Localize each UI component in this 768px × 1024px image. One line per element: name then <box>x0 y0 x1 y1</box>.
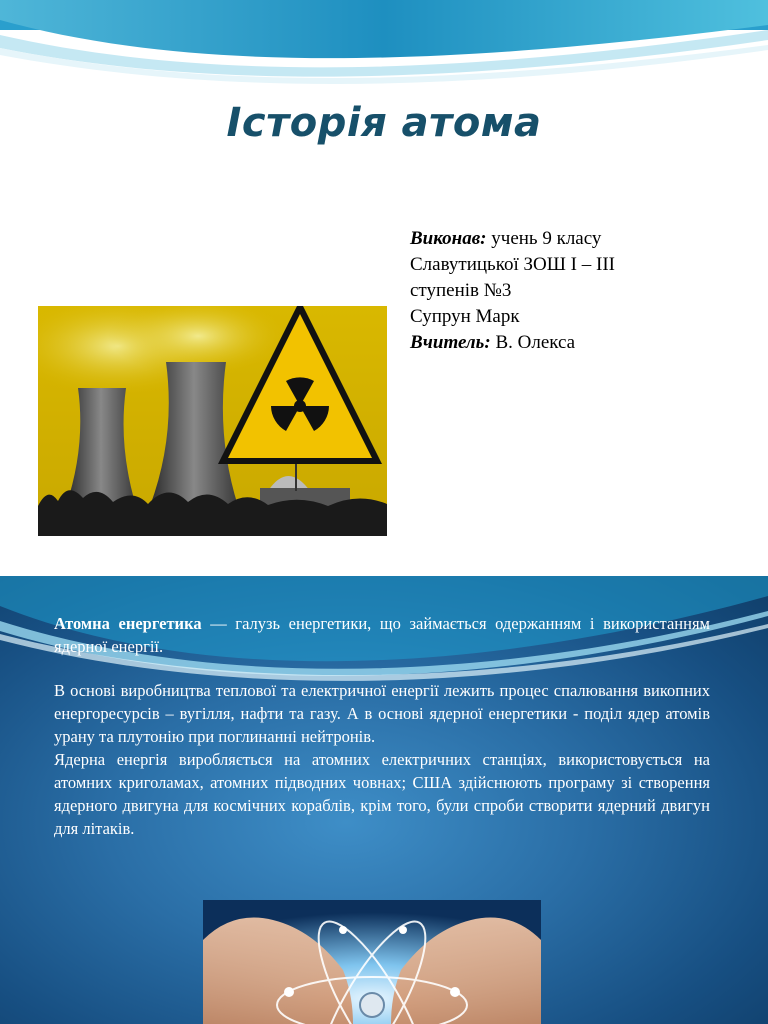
done-by-value: учень 9 класу <box>486 228 602 249</box>
author-line-2: Славутицької ЗОШ І – ІІІ <box>410 254 615 275</box>
author-line-5 <box>410 330 760 356</box>
term-definition: — галузь енергетики, що займається одержанням і використанням ядерної енергії. <box>54 614 710 656</box>
author-line-1 <box>410 226 760 252</box>
hands-atom-image <box>203 900 541 1024</box>
nuclear-plant-photo <box>38 306 387 536</box>
definition-paragraph <box>54 612 710 658</box>
paragraph-2: Ядерна енергія виробляється на атомних електричних станціях, використовується на атомних криголамах, атомних підводних човнах; США здійснюють програму зі створення ядерного двигуна для космічних кораблів, крім того, були спроби створити ядерний двигун для літаків. <box>54 750 710 838</box>
body-text <box>54 612 710 840</box>
author-block <box>410 226 760 356</box>
page-title: Історія атома <box>226 100 542 146</box>
term-atomic-energy: Атомна енергетика <box>54 614 202 633</box>
teacher-value: В. Олекса <box>490 332 576 353</box>
wave-decoration <box>0 0 768 90</box>
done-by-label: Виконав: <box>410 228 487 249</box>
author-line-4: Супрун Марк <box>410 306 520 327</box>
paragraph-1: В основі виробництва теплової та електричної енергії лежить процес спалювання викопних енергоресурсів – вугілля, нафти та газу. А в основі ядерної енергетики - поділ ядер атомів урану та плутонію при поглинанні нейтронів. <box>54 681 710 746</box>
author-line-3: ступенів №3 <box>410 280 512 301</box>
teacher-label: Вчитель: <box>410 332 491 353</box>
slide-atomic-energy <box>0 576 768 1024</box>
hands-atom-icon <box>203 900 541 1024</box>
